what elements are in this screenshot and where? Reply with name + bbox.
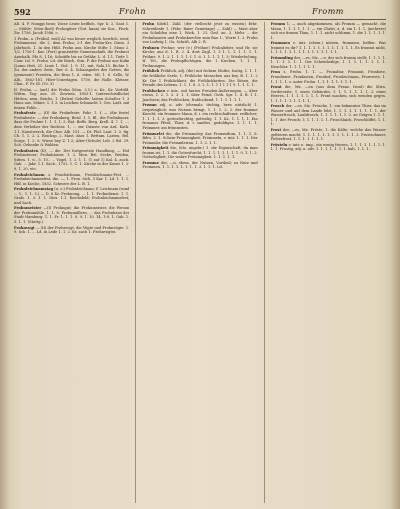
entry-lemma: Frohnmeister [14, 206, 42, 211]
guide-word-left: Frohn [119, 7, 146, 16]
entry-text: die, (Mz. ungebr.) 1. die Eigenschaft, da man fromm ist; 1. 1. die Gottesfurcht, 1. 1. 1. 1. 1. 1. 1. 1. 9. 1. 1. 2. Gottseligkeit; Die wahre Frömmigkeit. 1. 1. 1. 1. 1. [142, 146, 258, 160]
dictionary-entry [142, 69, 257, 87]
entry-text: v. intr., mit lauten Freuden-Äußerungen, — über etwas, 1. 2. 1. 2. 3. 1. 1. über Feind, Goth. Spr. 1. 4. B. 1 1. Jauchzen; das Frohlocken; frohlockend. 1. 1. 1. 1. 1. 1. [142, 88, 258, 102]
entry-lemma: Frohnfasten [14, 148, 39, 153]
dictionary-entry [142, 161, 257, 170]
entry-text: v. intr. (ehem.) nützen, frommen, helfen: Was frommt es dir? 1. 1. 1. 1. 1. 1. 1. 1. 1. 1. 1. 1. Es frommt nicht, 1. 1. 1. 1. 1. 1. 1. 1. 1. 1. 1. 1. 1. 1. 1. [270, 41, 386, 55]
dictionary-entry [271, 104, 386, 127]
dictionary-entry [142, 103, 257, 130]
entry-lemma: Frohnvogt [14, 225, 35, 230]
entry-lemma: Frömmling [270, 55, 293, 60]
entry-text: s. Frohn. 1. 1. — Fronaltar, Fronamt, Fronbote, Frondienst, Fronfasten, Fronhof, Fronleichnam, Fronveste, 1. 1. 1. 1. 1. s. unter Frohn. 1. 1. 1. 1. 1. 1. 1. 1. [270, 70, 386, 84]
header-rule [14, 19, 386, 20]
entry-text: der, —n, ehem. der Nutzen, Vortheil; zu Nutz und Frommen, 1. 1. 1. 1. 1. 1. 1. 1. 3. 1. 1. 1. Ld. [142, 160, 258, 170]
entry-lemma: Frohnfeste [14, 111, 36, 116]
dictionary-entry [271, 128, 386, 142]
entry-lemma: Fröhlich [142, 69, 160, 74]
entry-text: die, die Frömmeley, das Frommthun, 1. 1. 1. 8. Bdrs. 2. 1. Schein-Frömmigkeit; Frömmeln, v. intr. 1. 1. 1. Der Frömmler, die Frömmlerinn. 1. 1. 2. 1. 1. [142, 131, 258, 145]
entry-text: Fröhlich, adj. (die) mit frohem Muthe, lustig, 1. 1. 1. die fröhliche Seele, 1. Fröhliche Menschen aus bey. B. 1. 1. 2 Kr. Die 1 Fröhlichkeit, die Fröhlichkeiten. Die Bösen, die Freude des Lebens, 1. 1. 1. 8. 3. 2. 1. 1. 1 1 1 1 1 9. 1. 1. 1. 1. [142, 69, 258, 88]
entry-text: — (II) die Frohnfeste; Fahr. 1. f. — (die feste) Frohnbeste. — der Frohnberg, Beisl. 1, 1, Bl., die Frohnbauer, dass die Frohne 1. 1. 1, 1. 5. Rat. Beffs. Berg. Krell. 4. 7. 1, ..., dem Verleiher der Rechtss. 1, ... zur Dienste von Ard. Kath. 1.1. Kunstwerck, die Chor. Alb. 151. — Dt. Pfal. Laut. 1. 5. fig. Ch. 1. 1. 2. 2. Reichsp. 2. Mast, dass 1. Bettum. Lasten, Rel. Sorge, 1. 2. 8. Wiese bey Z. 1.2; Alter-(Schule) Leb. 2 Bd. 29. Sch. Gehenke & Walden. [14, 111, 130, 148]
column-right [271, 22, 386, 503]
entry-text: der, —es, Mz. Fröste, 1. die Kälte, welche das Wasser gefrieren macht; 1. 1. 1. 1. 1. 1. 1. 1. 1. 1. 1. 2. Frostschauer, Fieberfrost, 1. 1. 1. 1. 1. 1. 1. [270, 128, 386, 142]
entry-text: der, —es, Mz. Frösche, 1. ein bekanntes Thier, das im Wasser und auf dem Lande lebt, 1. 1. 1. 1. 1. 1. 1. 1. 1. der Wasserfrosch, Laubfrosch, 1. 1. 1. 1. 1. 1. 2. an Geigen 1. 1. 1. 1. 1. der Frosch; 3. 1. 1. 1. 1. 1. Froschlaich, Froschlöffel, 1. 1. 1. [270, 104, 386, 127]
entry-text: v. intr. u. imp., ein wenig frieren, 1. 1. 1. 1. 1. 1. 1. 1. 1. 1. Frostig, adj. u. adv. 1. 1. 1. 1. 1. 1. 1. kalt, 1. 1. 1. [270, 142, 386, 152]
page-left-edge-shadow [0, 0, 10, 509]
dictionary-entry [271, 85, 386, 103]
entry-text: — (II) der Frohnvogt, die Vögte und Frohnvögte. 1. 9. Sch. 1. ... Ld. in Lede 1. 1. 2. Kr. auch 1. Frohnvogtei. [14, 225, 130, 235]
entry-lemma: Frohnen [142, 45, 160, 50]
dictionary-entry [271, 56, 386, 70]
dictionary-entry [14, 206, 129, 224]
dictionary-entry [142, 146, 257, 160]
dictionary-entry [14, 173, 129, 187]
entry-text: Frohne; wer (v.) (Fröhne) Frohnlieber, und Hr. sie Kirchs; aus d. 1. B. 2. 4. dort Zugl. 1. 3 1. 1, 1. 1. 1. 1. 1, Fröhne. 9. 1. 2. 1. 1. 1. 1. I. 1. 6. 1. 1. 1. 1, 1. 3; Wiederholung, H. Tel., die Frohnpflichtigen, die 1 Kirchen, 1. 1. 1. Frohnungen. [142, 45, 258, 68]
column-left [14, 22, 129, 503]
entry-text: Alt. 4. P. Nunggi heus; Diese Leute beiflich. Spr. h. 2, Sant 1. — Mühle; (Mon-Iheil) Frohngüter (Gut. kann) sie Kos., Pisch. Zw. 1756. Jacob 1586, c. [14, 22, 130, 36]
entry-lemma: Front [270, 85, 282, 90]
dictionary-entry [271, 22, 386, 40]
dictionary-entry [142, 132, 257, 146]
entry-lemma: Fromm [142, 103, 157, 108]
entry-lemma: Fromme [142, 160, 159, 165]
entry-lemma: Frohn [142, 22, 155, 26]
entry-text: (II), — die. Der fortgesetzte Handlung, — Hof Frohnsteuer; Frohnhäuser, 1. 2. Mon. Rel. Seche, Weiden, Sitten. 1. 6., 5. 10., ... Vogel, 1. 2. 1. 1. (1 auf 1) Kal. 4. auch. Gab. ... Jahr. 1.1. Sach., 1752. 1. C. 1. Kirche in der Kunst 1. 2-9, 1. 20, etc. [14, 148, 130, 171]
entry-text: (u. o.) Frohnleichnam; F. Leichnam (rund ... 1., 1. 1. 5.) — D. 8 Kr. Frohnung, ... 1. 1. Frohndienst. 1. 1. Grafs. 1. 3. 1. 1. Dies. 1.1. Reichsfeld; Frohnleichnamsfest; und Sach. [14, 187, 130, 205]
entry-lemma: Frost [270, 128, 282, 133]
entry-lemma: Frösteln [270, 142, 288, 147]
entry-lemma: Frohnleichnam [14, 172, 45, 177]
entry-text: II. Frohn. — (anf.) die Frohn (Mon. 3.5.) a. Kr., Kr. Vorbild. Wittm. Tag: aus. 20. Zuwiese, 1853-1. (unterschiedliche) Hütten; nem. Reichs, 1. (Eulen) Gehöfte; lasten Schulter 1. 3 Haus aus. Söhne, 1. f. 3. in Leichen Schmacht 1. Ges. Ladt. mit feinen Fohle... [14, 87, 130, 110]
column-middle [142, 22, 257, 503]
dictionary-entry [14, 37, 129, 87]
column-divider-1 [135, 22, 136, 503]
dictionary-entry [14, 187, 129, 205]
entry-text: der, —es, Mz. —e, der sich fromm stellt; 1. 1. 1. 1. 1. 1. 1. 1. 1. 1. Der Scheinheilige, 1. 1. 1. 1. 1. 1. 1. 1. Heuchler. 1. 1. 1. 1. 1. 1. [270, 55, 386, 69]
entry-text: hlieb1, Zahl. (der vielleicht jetzt zu wissen) Erhr. Schreidenfe 1. (Fehr. Baier Gemittage) — Zahl) — Mast aber ein Schulden eine 1, Wiek, 1. 21. Ged. an. 3. Mehr ... die Frohnbauern und Frohnknechte zum Bau 1., Worte 1. 2. Frohn von Ludwig 1. Ga. Schrift, Alb 2. R. [142, 22, 258, 45]
dictionary-entry [14, 226, 129, 235]
page-right-edge-shadow [390, 0, 400, 509]
entry-lemma: Frosch [270, 104, 285, 109]
dictionary-entry [14, 88, 129, 111]
dictionary-entry [271, 143, 386, 152]
guide-word-right: Fromm [312, 7, 344, 16]
entry-lemma: Frommen [270, 41, 290, 46]
dictionary-entry [14, 111, 129, 147]
dictionary-entry [14, 149, 129, 172]
entry-text: 1, — auch abgekommen, als Fromm — gemacht, die Mann, 1. 1. 1. 1. 1. 1. — ein Christ, a. d. ein 1. 1. 1. (mehrere) sich ein fromm Thun, 1. 1. 1. nicht schlimm, 1. die 1. 1. 1. 1. 1. 1. [270, 22, 386, 40]
running-header [14, 7, 386, 19]
column-divider-2 [264, 22, 265, 503]
dictionary-entry [142, 22, 257, 45]
entry-lemma: Frohlocken [142, 88, 166, 93]
text-columns [14, 22, 386, 503]
entry-lemma: Frohnleichnamstag [14, 187, 54, 192]
dictionary-entry [14, 22, 129, 36]
entry-lemma: Frömmigkeit [142, 146, 169, 151]
entry-lemma: Frömmelei [142, 131, 165, 136]
dictionary-entry [271, 70, 386, 84]
entry-text: s. Fronleichnam, Fronleichnams-Fest, ... Frohnleichnamsfest, die. —, 1. Fron. Sich. 3 Kar. 1. Ld. 1. 1. 1. Hilf. in Kirche, 1832. Schwere der L. B. 1. [14, 172, 130, 186]
entry-lemma: Fromm [270, 22, 286, 26]
page-number: 592 [14, 7, 31, 17]
entry-lemma: Fron [270, 70, 281, 75]
entry-text: adj. u. adv. (ehemals: tüchtig, brav, nützlich) 1. ursprünglich: was Nutzen bringt, 1. 1. 1. 2. 2. der fromme Knecht; ein frommer Mann, d. i. ein rechtschaffener, redlicher; 1. 1. 1. 1. 3. gottesfürchtig, gottselig, 1. 1. Kr., 1. 1. 1. 1. Ein frommes Pferd, Thier, d. i. sanftes, geduldiges. 1. 1. 1. 1. Frömmer, am frömmsten. [142, 103, 258, 131]
dictionary-entry [142, 46, 257, 69]
dictionary-entry [271, 41, 386, 55]
entry-text: —(I) Frohngut; die Frohnmeister, die Person der Frohnmühle, 1. 1. 8. Frohnmüllern, ... das Frohnhaus der Stadt Hamburg. 1. 1. Fr. 1. 1. 1. 8. 9, 1. 10. 14, 1-8, 1. Gab. 1. 3. 1. 1. (Stuttg.) [14, 206, 130, 224]
dictionary-entry [142, 89, 257, 103]
entry-text: die, Mz. —en (aus dem Franz. front) die Stirn, Vorderseite; 1. eines Gebäudes, 1. 1. 1. 1. 1. 1. 1. 2. eines Heeres, 1. 1. 1. 1. 1. 1. 1. Front machen, sich wenden gegen. 1. 1. 1. 1. 1. 1. 1. 1. 1. [270, 85, 386, 103]
entry-text: 1 Frohn, a. (Fröhnl, weil) Ä2 von heure weglich, herrlich, wesf, Frohnmesse, die 2, dem Frohn; 2-1 der Frohn-Krr, Dann. 3 Jahrbuch. 1. In den Hild. Frohn aus. Kirche Stifte 1. Mons 2. 1/2. 1750-1. Kar. (Fort) gruntstätte Gemeinschaft, die Frohner Anwhalk, Pfo 8, 1,16; Schräffe bis zu Gefähr, L. d. 1.1. Tiefe 1. Cour. Ld. 9. Frohn. Ld. die Reich, Stm. F. die Frohne aus Kulm (Lomo Heit. 21. Linie 1. Viol. 1. 9. 11, mit. Solo,15. Richte 1. Zu. der anders Zeitr., Rer. 6. 4. Schauspieler des Gottes, die (gemeinte) Freuden, die Brus 1, 6, eiten. Stl; 1. 6. Selle, W. Alb., 1862-181. Höre-Unterlagen, 1750, die Rolle. Kleiner. Chm., F. Fr. ill. (Ur. 3) [14, 36, 130, 87]
